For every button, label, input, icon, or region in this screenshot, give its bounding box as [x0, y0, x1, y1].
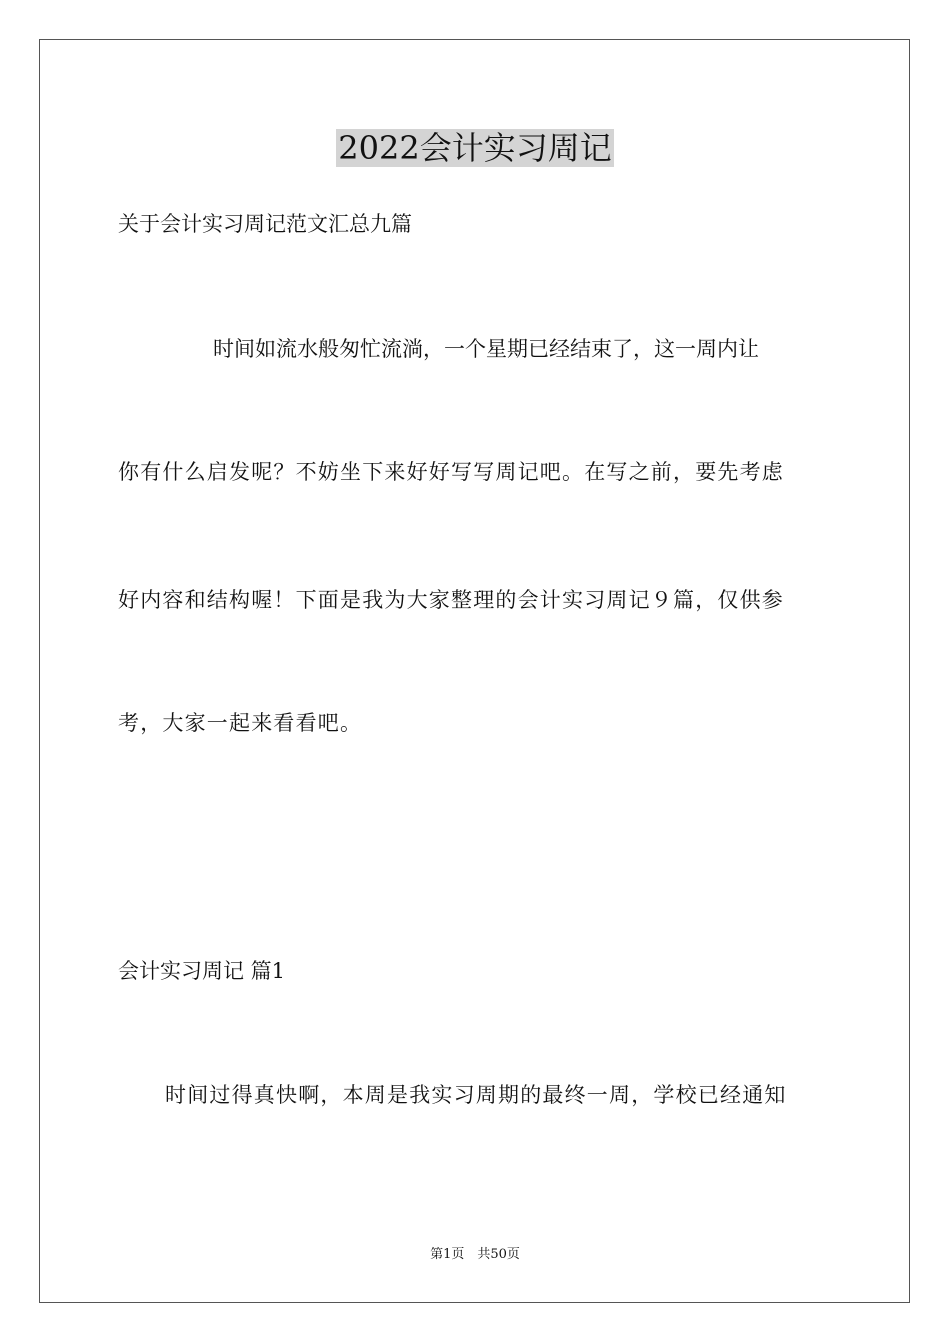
document-subtitle: 关于会计实习周记范文汇总九篇 [118, 212, 412, 236]
intro-line-2: 你有什么启发呢？不妨坐下来好好写写周记吧。在写之前，要先考虑 [118, 460, 784, 484]
document-title-text: 2022会计实习周记 [338, 129, 612, 167]
section-paragraph-line-1: 时间过得真快啊，本周是我实习周期的最终一周，学校已经通知 [165, 1083, 787, 1107]
intro-line-1: 时间如流水般匆忙流淌，一个星期已经结束了，这一周内让 [213, 337, 759, 361]
page-number-footer: 第1页 共50页 [430, 1247, 520, 1262]
intro-line-4: 考，大家一起来看看吧。 [118, 711, 363, 735]
intro-line-3: 好内容和结构喔！下面是我为大家整理的会计实习周记９篇，仅供参 [118, 588, 784, 612]
document-title [0, 126, 950, 170]
section-heading: 会计实习周记 篇1 [118, 959, 286, 983]
